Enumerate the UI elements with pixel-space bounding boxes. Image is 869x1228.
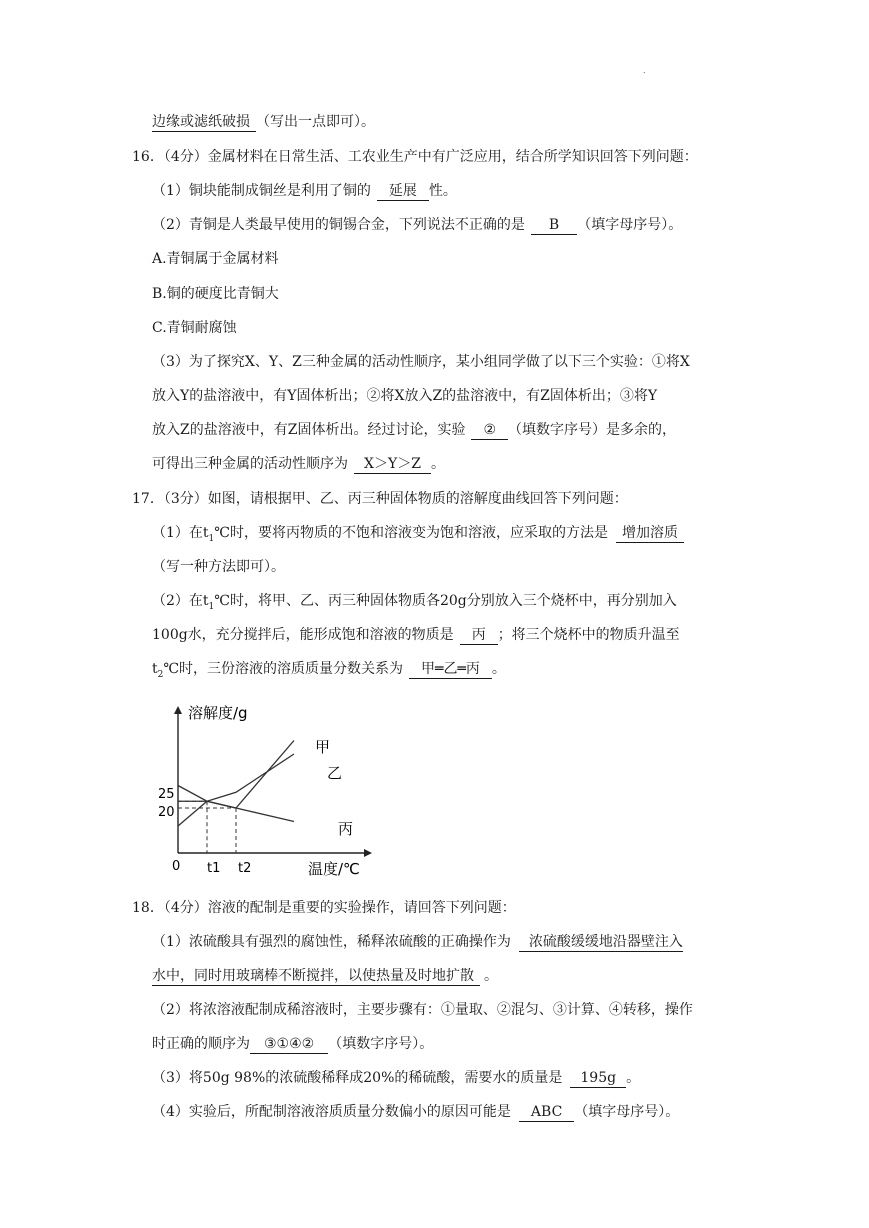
q17-p1-mid: ℃时，要将丙物质的不饱和溶液变为饱和溶液，应采取的方法是 <box>214 525 608 541</box>
series-line-1 <box>178 741 294 827</box>
series-label-2: 乙 <box>327 764 343 782</box>
q18-p1-prefix: （1）浓硫酸具有强烈的腐蚀性，稀释浓硫酸的正确操作为 <box>152 934 511 950</box>
q17-p1-sub: 1 <box>208 533 215 544</box>
q18-p4-prefix: （4）实验后，所配制溶液溶质质量分数偏小的原因可能是 <box>152 1104 511 1120</box>
q17-p2-line3-answer: 甲═乙═丙 <box>409 660 492 679</box>
q18-p2-line2-suffix: （填数字序号）。 <box>328 1036 434 1052</box>
q18-p4-suffix: （填字母序号）。 <box>574 1104 680 1120</box>
q16-p3-answer: ② <box>471 421 508 440</box>
q16-option-a: A.青铜属于金属材料 <box>152 251 279 267</box>
q17-p1-line2: （写一种方法即可）。 <box>152 559 285 575</box>
q15-suffix: （写出一点即可）。 <box>256 114 375 130</box>
q16-p3-line3 <box>152 420 676 440</box>
q18-p3-prefix: （3）将50g 98%的浓硫酸稀释成20%的稀硫酸，需要水的质量是 <box>152 1070 563 1086</box>
q16-part2 <box>152 215 682 235</box>
q17-stem: 17．（3分）如图，请根据甲、乙、丙三种固体物质的溶解度曲线回答下列问题： <box>132 491 628 507</box>
q18-p1-answer-cont: 水中，同时用玻璃棒不断搅拌，以使热量及时地扩散 <box>152 967 480 986</box>
q18-p2-answer: ③①④② <box>250 1035 328 1054</box>
q18-part1 <box>152 932 683 952</box>
page-dot: . <box>643 66 646 75</box>
q17-part1 <box>152 523 684 549</box>
q16-p3-line1: （3）为了探究X、Y、Z三种金属的活动性顺序，某小组同学做了以下三个实验：①将X <box>152 354 690 370</box>
q16-p3-line4-answer: X＞Y＞Z <box>354 455 431 474</box>
q17-p1-prefix: （1）在t <box>152 525 209 541</box>
q16-stem: 16．（4分）金属材料在日常生活、工农业生产中有广泛应用，结合所学知识回答下列问题： <box>132 149 698 165</box>
q18-p2-line2-prefix: 时正确的顺序为 <box>152 1036 250 1052</box>
q17-p2-line2 <box>152 625 680 645</box>
y-axis <box>174 706 182 853</box>
q18-p1-answer: 浓硫酸缓缓地沿器壁注入 <box>519 933 683 952</box>
q16-p3-line2: 放入Y的盐溶液中，有Y固体析出；②将X放入Z的盐溶液中，有Z固体析出；③将Y <box>152 388 658 404</box>
x-axis-label: 温度/℃ <box>308 860 360 878</box>
q16-p1-answer: 延展 <box>377 182 429 201</box>
q16-p3-suffix: （填数字序号）是多余的， <box>508 422 677 438</box>
solubility-chart <box>150 700 390 880</box>
q17-p2-mid: ℃时，将甲、乙、丙三种固体物质各20g分别放入三个烧杯中，再分别加入 <box>214 593 677 609</box>
q16-part1 <box>152 181 457 201</box>
y-tick-25: 25 <box>158 787 175 802</box>
x-tick-t2: t2 <box>238 861 252 876</box>
q18-part4 <box>152 1102 679 1122</box>
q18-p1-line2-suffix: 。 <box>484 968 498 984</box>
q17-p2-prefix: （2）在t <box>152 593 209 609</box>
q17-p2-line2-suffix: ；将三个烧杯中的物质升温至 <box>497 627 680 643</box>
q16-p2-answer: B <box>531 216 577 235</box>
y-tick-20: 20 <box>158 805 175 820</box>
q17-p2-line3 <box>152 659 506 685</box>
q18-p3-answer: 195g <box>570 1069 626 1088</box>
q15-tail-line <box>152 112 375 132</box>
q17-part2 <box>152 591 677 617</box>
q17-p2-line2-prefix: 100g水，充分搅拌后，能形成饱和溶液的物质是 <box>152 627 454 643</box>
q18-p2-line2 <box>152 1034 433 1054</box>
q16-p1-suffix: 性。 <box>428 183 457 199</box>
y-axis-label: 溶解度/g <box>188 704 248 722</box>
q17-p2-line3-prefix: t <box>152 661 158 677</box>
q16-p3-line4 <box>152 454 445 474</box>
q16-option-b: B.铜的硬度比青铜大 <box>152 286 279 302</box>
q16-p2-suffix: （填字母序号）。 <box>577 217 683 233</box>
series-label-3: 丙 <box>338 820 354 838</box>
q16-option-c: C.青铜耐腐蚀 <box>152 320 237 336</box>
x-tick-t1: t1 <box>207 861 221 876</box>
q15-answer: 边缘或滤纸破损 <box>152 113 256 132</box>
q17-p2-line3-sub: 2 <box>157 669 164 680</box>
q18-p3-suffix: 。 <box>626 1070 641 1086</box>
q17-p2-line3-suffix: 。 <box>491 661 506 677</box>
q16-p2-prefix: （2）青铜是人类最早使用的铜锡合金，下列说法不正确的是 <box>152 217 525 233</box>
q18-part3 <box>152 1068 640 1088</box>
q17-p2-answer: 丙 <box>460 626 498 645</box>
q18-p4-answer: ABC <box>519 1103 574 1122</box>
q16-p1-prefix: （1）铜块能制成铜丝是利用了铜的 <box>152 183 371 199</box>
x-tick-0: 0 <box>172 859 181 874</box>
q18-part2: （2）将浓溶液配制成稀溶液时，主要步骤有：①量取、②混匀、③计算、④转移，操作 <box>152 1002 693 1018</box>
q17-p2-sub: 1 <box>208 601 215 612</box>
q18-p1-line2 <box>152 966 498 986</box>
q18-stem: 18．（4分）溶液的配制是重要的实验操作，请回答下列问题： <box>132 900 516 916</box>
q16-p3-line4-suffix: 。 <box>430 456 445 472</box>
q16-p3-prefix: 放入Z的盐溶液中，有Z固体析出。经过讨论，实验 <box>152 422 466 438</box>
q16-p3-line4-prefix: 可得出三种金属的活动性顺序为 <box>152 456 348 472</box>
q17-p1-answer: 增加溶质 <box>616 524 684 543</box>
q17-p2-line3-mid: ℃时，三份溶液的溶质质量分数关系为 <box>163 661 404 677</box>
series-label-1: 甲 <box>315 738 331 756</box>
